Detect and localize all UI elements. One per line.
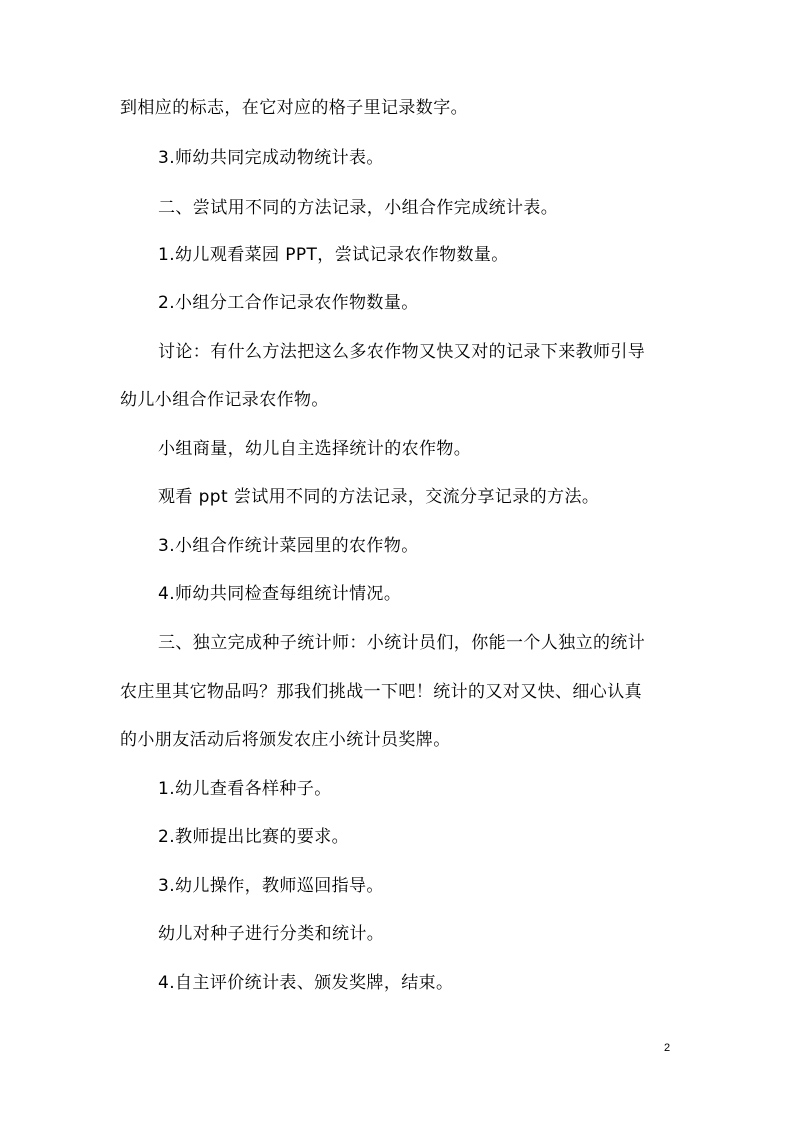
- text-line-9: 观看 ppt 尝试用不同的方法记录，交流分享记录的方法。: [158, 487, 600, 507]
- text-line-4: 1.幼儿观看菜园 PPT，尝试记录农作物数量。: [158, 245, 509, 265]
- text-line-15: 1.幼儿查看各样种子。: [158, 779, 332, 799]
- text-line-14: 的小朋友活动后将颁发农庄小统计员奖牌。: [120, 730, 451, 750]
- text-line-3: 二、尝试用不同的方法记录，小组合作完成统计表。: [158, 198, 559, 218]
- text-line-1: 到相应的标志，在它对应的格子里记录数字。: [120, 98, 468, 118]
- text-line-2: 3.师幼共同完成动物统计表。: [158, 148, 384, 168]
- text-line-17: 3.幼儿操作，教师巡回指导。: [158, 876, 384, 896]
- text-line-10: 3.小组合作统计菜园里的农作物。: [158, 536, 419, 556]
- text-line-16: 2.教师提出比赛的要求。: [158, 827, 350, 847]
- text-line-7: 幼儿小组合作记录农作物。: [120, 390, 329, 410]
- text-line-13: 农庄里其它物品吗？那我们挑战一下吧！统计的又对又快、细心认真: [120, 682, 642, 702]
- text-line-6: 讨论：有什么方法把这么多农作物又快又对的记录下来教师引导: [158, 342, 646, 362]
- text-line-12: 三、独立完成种子统计师：小统计员们，你能一个人独立的统计: [158, 633, 646, 653]
- text-line-8: 小组商量，幼儿自主选择统计的农作物。: [158, 439, 472, 459]
- text-line-19: 4.自主评价统计表、颁发奖牌，结束。: [158, 973, 454, 993]
- text-line-18: 幼儿对种子进行分类和统计。: [158, 924, 385, 944]
- page-number: 2: [664, 1042, 671, 1054]
- text-line-5: 2.小组分工合作记录农作物数量。: [158, 293, 419, 313]
- text-line-11: 4.师幼共同检查每组统计情况。: [158, 584, 402, 604]
